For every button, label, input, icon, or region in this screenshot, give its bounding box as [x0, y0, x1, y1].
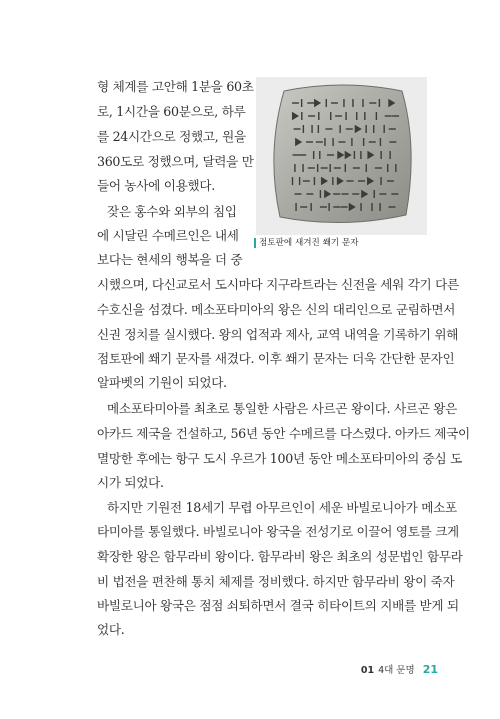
- body-line: 보다는 현세의 행복을 더 중: [97, 252, 243, 267]
- body-line: 타미아를 통일했다. 바빌로니아 왕국을 전성기로 이끌어 영토를 크게: [97, 524, 459, 539]
- page-number: 21: [422, 663, 438, 676]
- body-line: 잦은 홍수와 외부의 침입: [107, 204, 237, 219]
- body-line: 에 시달린 수메르인은 내세: [97, 228, 239, 243]
- body-line: 었다.: [97, 622, 125, 637]
- body-line: 확장한 왕은 함무라비 왕이다. 함무라비 왕은 최초의 성문법인 함무라: [97, 549, 463, 564]
- body-line: 들어 농사에 이용했다.: [97, 178, 215, 193]
- body-line: 메소포타미아를 최초로 통일한 사람은 사르곤 왕이다. 사르곤 왕은: [107, 401, 457, 416]
- body-line: 로, 1시간을 60분으로, 하루: [97, 104, 246, 119]
- chapter-number: 01: [360, 665, 375, 676]
- body-line: 하지만 기원전 18세기 무렵 아무르인이 세운 바빌로니아가 메소포: [107, 500, 457, 515]
- figure-caption-text: 점토판에 새겨진 쐐기 문자: [259, 238, 359, 248]
- body-line: 형 체계를 고안해 1분을 60초: [97, 79, 254, 94]
- caption-accent-bar: [254, 238, 256, 248]
- body-line: 알파벳의 기원이 되었다.: [97, 375, 227, 390]
- body-line: 수호신을 섬겼다. 메소포타미아의 왕은 신의 대리인으로 군림하면서: [97, 302, 456, 317]
- body-line: 를 24시간으로 정했고, 원을: [97, 129, 246, 144]
- body-line: 바빌로니아 왕국은 점점 쇠퇴하면서 결국 히타이트의 지배를 받게 되: [97, 598, 459, 613]
- figure-caption: [254, 236, 359, 250]
- body-line: 멸망한 후에는 항구 도시 우르가 100년 동안 메소포타미아의 중심 도: [97, 451, 462, 466]
- body-line: 아카드 제국을 건설하고, 56년 동안 수메르를 다스렸다. 아카드 제국이: [97, 426, 470, 441]
- body-line: 360도로 정했으며, 달력을 만: [97, 154, 254, 169]
- body-line: 점토판에 쐐기 문자를 새겼다. 이후 쐐기 문자는 더욱 간단한 문자인: [97, 351, 455, 366]
- body-line: 시가 되었다.: [97, 475, 164, 490]
- chapter-title: 4대 문명: [378, 665, 415, 676]
- page-footer: [361, 663, 438, 678]
- body-line: 신권 정치를 실시했다. 왕의 업적과 제사, 교역 내역을 기록하기 위해: [97, 327, 459, 342]
- body-line: 시했으며, 다신교로서 도시마다 지구라트라는 신전을 세워 각기 다른: [97, 277, 459, 292]
- body-line: 비 법전을 편찬해 통치 체제를 정비했다. 하지만 함무라비 왕이 죽자: [97, 574, 455, 589]
- cuneiform-tablet-image: [256, 77, 427, 235]
- clay-tablet-illustration: [256, 77, 427, 235]
